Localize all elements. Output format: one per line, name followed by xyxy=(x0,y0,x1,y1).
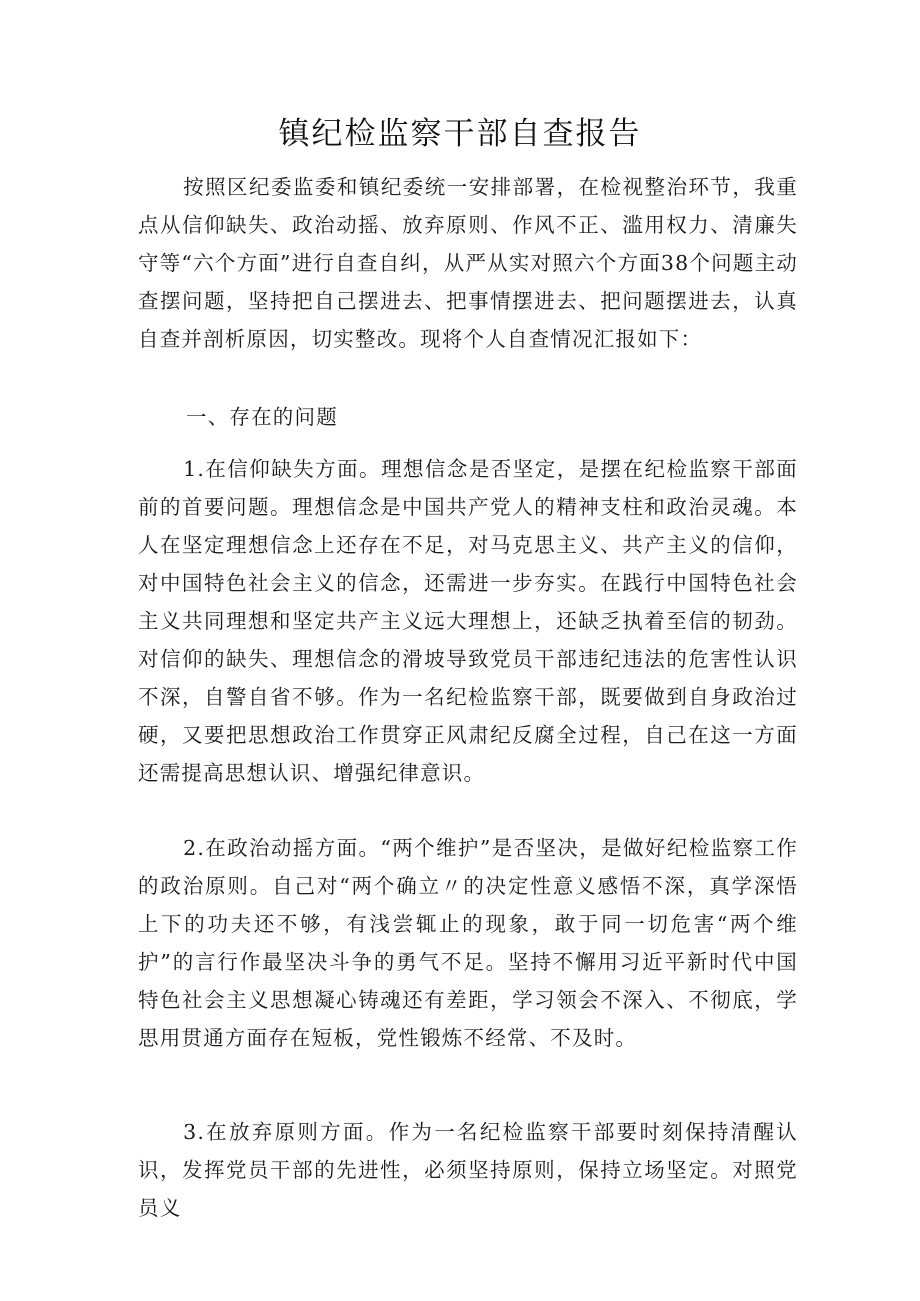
document-title: 镇纪检监察干部自查报告 xyxy=(278,116,642,152)
item-paragraph-2: 2.在政治动摇方面。“两个维护”是否坚决，是做好纪检监察工作的政治原则。自己对“两个确立〃的决定性意义感悟不深，真学深悟上下的功夫还不够，有浅尝辄止的现象，敢于同一切危害“两个维护”的言行作最坚决斗争的勇气不足。坚持不懈用习近平新时代中国特色社会主义思想凝心铸魂还有差距，学习领会不深入、不彻底，学思用贯通方面存在短板，党性锻炼不经常、不及时。 xyxy=(138,836,798,1050)
intro-paragraph: 按照区纪委监委和镇纪委统一安排部署，在检视整治环节，我重点从信仰缺失、政治动摇、放弃原则、作风不正、滥用权力、清廉失守等“六个方面”进行自查自纠，从严从实对照六个方面38个问题主动查摆问题，坚持把自己摆进去、把事情摆进去、把问题摆进去，认真自查并剖析原因，切实整改。现将个人自查情况汇报如下： xyxy=(138,175,798,351)
section-heading: 一、存在的问题 xyxy=(186,405,338,429)
item-paragraph-1: 1.在信仰缺失方面。理想信念是否坚定，是摆在纪检监察干部面前的首要问题。理想信念是中国共产党人的精神支柱和政治灵魂。本人在坚定理想信念上还存在不足，对马克思主义、共产主义的信仰，对中国特色社会主义的信念，还需进一步夯实。在践行中国特色社会主义共同理想和坚定共产主义远大理想上，还缺乏执着至信的韧劲。对信仰的缺失、理想信念的滑坡导致党员干部违纪违法的危害性认识不深，自警自省不够。作为一名纪检监察干部，既要做到自身政治过硬，又要把思想政治工作贯穿正风肃纪反腐全过程，自己在这一方面还需提高思想认识、增强纪律意识。 xyxy=(138,457,798,785)
item-paragraph-3: 3.在放弃原则方面。作为一名纪检监察干部要时刻保持清醒认识，发挥党员干部的先进性，必须坚持原则，保持立场坚定。对照党员义 xyxy=(138,1120,798,1220)
